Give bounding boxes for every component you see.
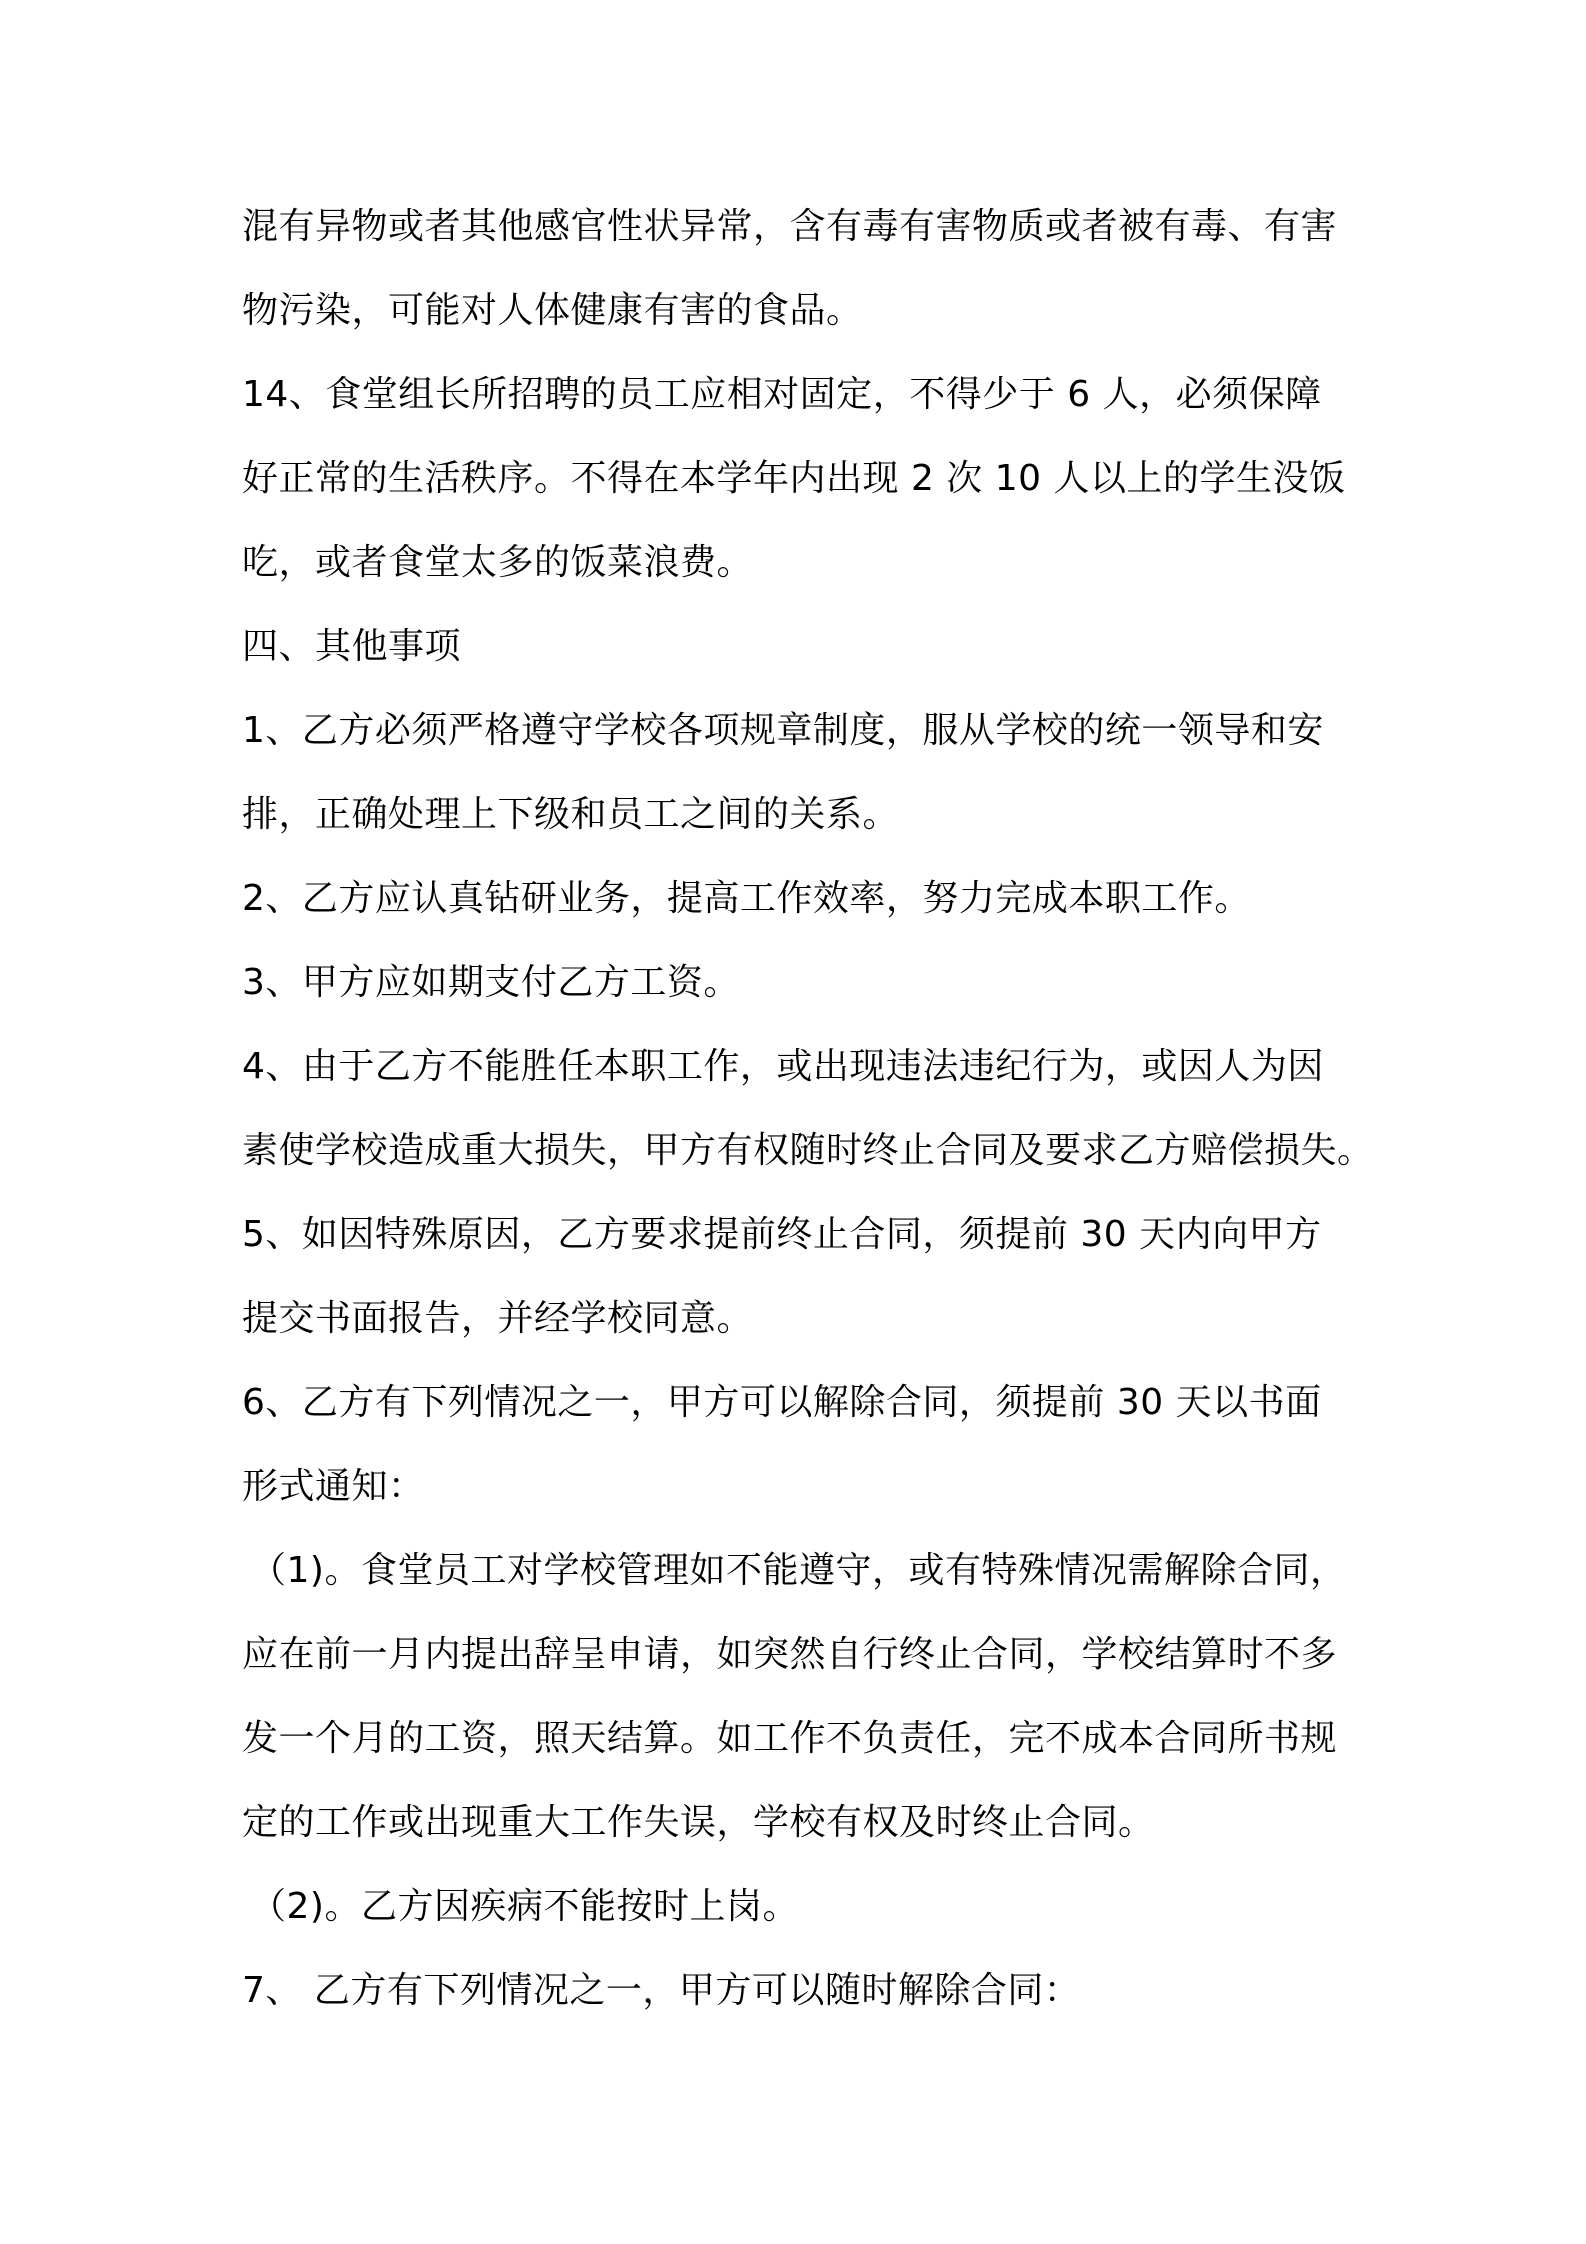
text-line: （1)。食堂员工对学校管理如不能遵守，或有特殊情况需解除合同，: [250, 1550, 1347, 1591]
text-line: 应在前一月内提出辞呈申请，如突然自行终止合同，学校结算时不多: [242, 1634, 1338, 1675]
section-heading: 四、其他事项: [242, 626, 462, 667]
text-line: 发一个月的工资，照天结算。如工作不负责任，完不成本合同所书规: [242, 1718, 1338, 1759]
text-line: 素使学校造成重大损失，甲方有权随时终止合同及要求乙方赔偿损失。: [242, 1130, 1374, 1171]
text-line: 4、由于乙方不能胜任本职工作，或出现违法违纪行为，或因人为因: [242, 1046, 1324, 1087]
text-line: 3、甲方应如期支付乙方工资。: [242, 962, 740, 1003]
text-line: 7、 乙方有下列情况之一，甲方可以随时解除合同：: [242, 1970, 1081, 2011]
text-line: 混有异物或者其他感官性状异常，含有毒有害物质或者被有毒、有害: [242, 206, 1338, 247]
text-line: 14、食堂组长所招聘的员工应相对固定，不得少于 6 人，必须保障: [242, 374, 1322, 415]
text-line: 1、乙方必须严格遵守学校各项规章制度，服从学校的统一领导和安: [242, 710, 1324, 751]
text-line: 定的工作或出现重大工作失误，学校有权及时终止合同。: [242, 1802, 1155, 1843]
text-line: （2)。乙方因疾病不能按时上岗。: [250, 1886, 799, 1927]
text-line: 提交书面报告，并经学校同意。: [242, 1298, 754, 1339]
text-line: 6、乙方有下列情况之一，甲方可以解除合同，须提前 30 天以书面: [242, 1382, 1322, 1423]
text-line: 5、如因特殊原因，乙方要求提前终止合同，须提前 30 天内向甲方: [242, 1214, 1322, 1255]
text-line: 物污染，可能对人体健康有害的食品。: [242, 290, 863, 331]
text-line: 好正常的生活秩序。不得在本学年内出现 2 次 10 人以上的学生没饭: [242, 458, 1346, 499]
text-line: 形式通知：: [242, 1466, 425, 1507]
text-line: 吃，或者食堂太多的饭菜浪费。: [242, 542, 754, 583]
text-line: 排，正确处理上下级和员工之间的关系。: [242, 794, 900, 835]
text-line: 2、乙方应认真钻研业务，提高工作效率，努力完成本职工作。: [242, 878, 1251, 919]
